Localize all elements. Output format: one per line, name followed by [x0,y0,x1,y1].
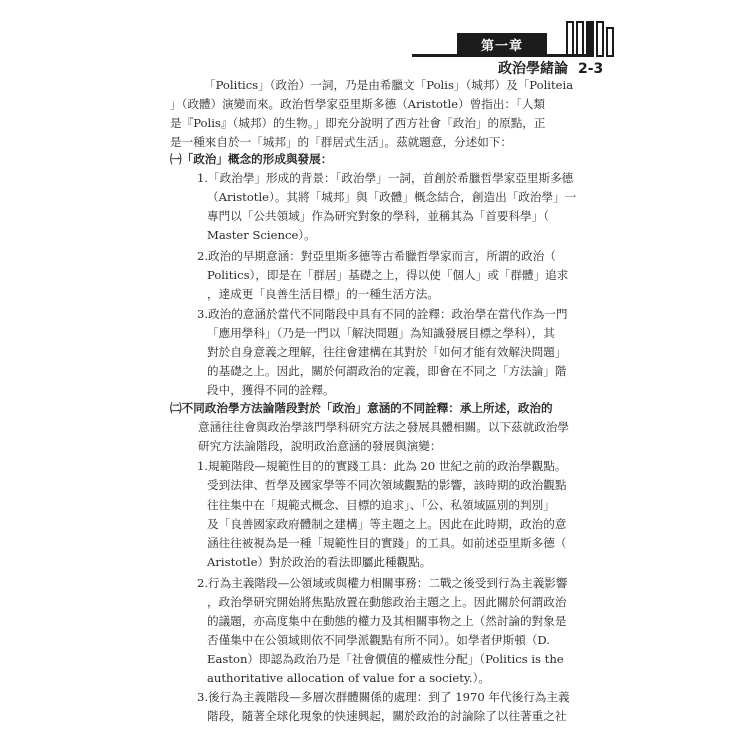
paragraph-line: 是『Polis』（城邦）的生物。」即充分說明了西方社會「政治」的原點，正 [170,116,546,131]
header-rule [412,54,587,57]
list-item: 1.規範階段—規範性目的的實踐工具：此為 20 世紀之前的政治學觀點。 [197,459,567,474]
list-item-line: （Aristotle）。其將「城邦」與「政體」概念結合，創造出「政治學」一 [207,189,577,204]
page-number: 2-3 [578,61,604,77]
list-item-line: 受到法律、哲學及國家學等不同次領域觀點的影響，該時期的政治觀點 [207,478,567,493]
list-item-line: Aristotle）對於政治的看法即屬此種觀點。 [207,554,432,569]
list-item-line: ，達成更「良善生活目標」的一種生活方法。 [207,286,439,301]
paragraph-line: 意涵往往會與政治學該門學科研究方法之發展具體相關。以下茲就政治學 [198,420,570,435]
list-item: 1.「政治學」形成的背景：「政治學」一詞，首創於希臘哲學家亞里斯多德 [197,170,574,185]
list-item-line: 的議題，亦高度集中在動態的權力及其相關事物之上（然討論的對象是 [207,613,567,628]
list-item-line: 段中，獲得不同的詮釋。 [207,383,335,398]
list-item-line: Easton）即認為政治乃是「社會價值的權威性分配」（Politics is the [207,651,564,666]
list-item-line: 「應用學科」（乃是一門以「解決問題」為知識發展目標之學科），其 [207,325,555,340]
paragraph-line: 是一種來自於一「城邦」的「群居式生活」。茲就題意，分述如下： [170,135,513,150]
list-item-line: 的基礎之上。因此，關於何謂政治的定義，即會在不同之「方法論」階 [207,364,567,378]
paragraph-line: 研究方法論階段，說明政治意涵的發展與演變： [198,439,442,454]
list-item-line: authoritative allocation of value for a society.）。 [207,670,490,685]
list-item-line: 否僅集中在公領域則依不同學派觀點有所不同）。如學者伊斯頓（D. [207,632,550,647]
paragraph-line: 「Politics」（政治）一詞，乃是由希臘文「Polis」（城邦）及「Politeia [204,78,574,92]
section-heading: ㈡不同政治學方法論階段對於「政治」意涵的不同詮釋：承上所述，政治的 [170,401,553,416]
list-item-line: 及「良善國家政府體制之建構」等主題之上。因此在此時期，政治的意 [207,516,567,531]
running-header [498,58,603,78]
list-item-line: 涵往往被視為是一種「規範性目的實踐」的工具。如前述亞里斯多德（ [207,535,567,550]
paragraph-line: 」（政體）演變而來。政治哲學家亞里斯多德（Aristotle）曾指出：「人類 [170,97,546,112]
section-heading: ㈠「政治」概念的形成與發展： [170,151,333,166]
list-item: 3.後行為主義階段—多層次群體關係的處理：到了 1970 年代後行為主義 [197,689,570,704]
list-item-line: ，政治學研究開始將焦點放置在動態政治主題之上。因此關於何謂政治 [207,594,567,609]
list-item: 2.政治的早期意涵：對亞里斯多德等古希臘哲學家而言，所謂的政治（ [197,248,556,263]
list-item: 2.行為主義階段—公領域或與權力相關事務：二戰之後受到行為主義影響 [197,575,568,590]
list-item-line: 對於自身意義之理解，往往會建構在其對於「如何才能有效解決問題」 [207,345,567,359]
list-item-line: Master Science）。 [207,227,316,242]
list-item-line: 往往集中在「規範式概念、目標的追求」、「公、私領域區別的判別」 [207,497,555,512]
list-item-line: Politics），即是在「群居」基礎之上，得以使「個人」或「群體」追求 [207,267,569,282]
list-item-line: 專門以「公共領域」作為研究對象的學科，並稱其為「首要科學」（ [207,208,550,223]
list-item-line: 階段，隨著全球化現象的快速興起，關於政治的討論除了以往著重之社 [207,709,567,723]
running-title: 政治學緒論 [498,61,568,77]
chapter-label: 第一章 [457,33,547,55]
list-item: 3.政治的意涵於當代不同階段中具有不同的詮釋：政治學在當代作為一門 [197,306,568,321]
